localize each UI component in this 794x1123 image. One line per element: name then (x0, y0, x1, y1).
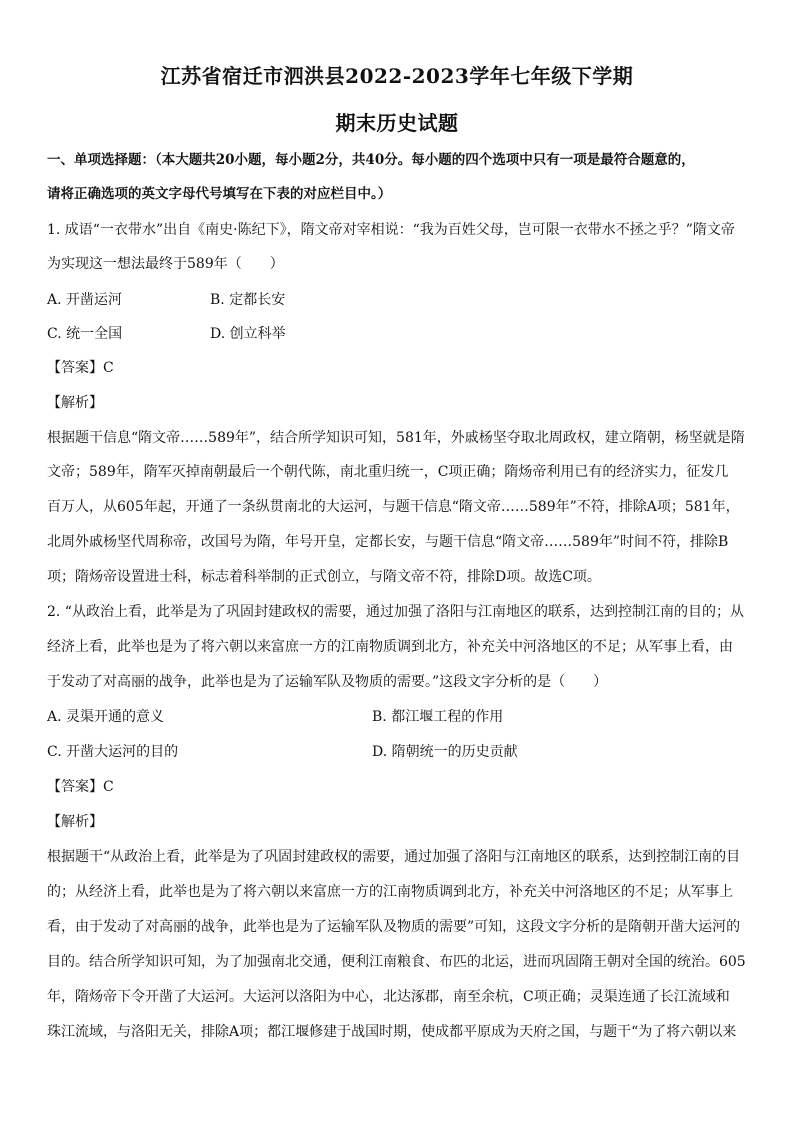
q1-option-d: D. 创立科举 (210, 326, 286, 342)
q2-stem-3: 于发动了对高丽的战争，此举也是为了运输军队及物质的需要。”这段文字分析的是（ ） (47, 674, 608, 690)
q2-analysis-line: 根据题干“从政治上看，此举是为了巩固封建政权的需要，通过加强了洛阳与江南地区的联系，达到控制江南的目 (47, 849, 741, 865)
q1-stem-2: 为实现这一想法最终于589年（ ） (47, 256, 284, 272)
q2-option-d: D. 隋朝统一的历史贡献 (372, 744, 518, 760)
title-line-1: 江苏省宿迁市泗洪县2022-2023学年七年级下学期 (160, 64, 634, 88)
section-instruction-2: 请将正确选项的英文字母代号填写在下表的对应栏目中。） (47, 186, 392, 202)
q1-option-a: A. 开凿运河 (47, 292, 123, 308)
q1-analysis-line: 根据题干信息“隋文帝……589年”，结合所学知识可知，581年，外戚杨坚夺取北周政权，建立隋朝，杨坚就是隋 (47, 430, 745, 446)
q1-analysis-line: 百万人，从605年起，开通了一条纵贯南北的大运河，与题干信息“隋文帝……589年”不符，排除A项；581年， (47, 499, 740, 515)
q2-stem-2: 经济上看，此举也是为了将六朝以来富庶一方的江南物质调到北方，补充关中河洛地区的不足；从军事上看，由 (47, 639, 733, 655)
q2-stem-1: 2. “从政治上看，此举是为了巩固封建政权的需要，通过加强了洛阳与江南地区的联系，达到控制江南的目的；从 (47, 604, 744, 620)
q1-analysis-label: 【解析】 (47, 395, 103, 411)
q1-option-c: C. 统一全国 (47, 326, 123, 342)
q1-option-b: B. 定都长安 (210, 292, 286, 308)
q2-analysis-line: 目的。结合所学知识可知，为了加强南北交通，便利江南粮食、布匹的北运，进而巩固隋王朝对全国的统治。605 (47, 954, 746, 970)
q2-option-a: A. 灵渠开通的意义 (47, 709, 165, 725)
q2-option-c: C. 开凿大运河的目的 (47, 744, 179, 760)
q2-analysis-line: 年，隋炀帝下令开凿了大运河。大运河以洛阳为中心，北达涿郡，南至余杭，C项正确；灵渠连通了长江流域和 (47, 989, 730, 1005)
q1-analysis-line: 北周外戚杨坚代周称帝，改国号为隋，年号开皇，定都长安，与题干信息“隋文帝……589年”时间不符，排除B (47, 534, 729, 550)
q1-answer: 【答案】C (47, 360, 114, 376)
q2-analysis-line: 看，由于发动了对高丽的战争，此举也是为了运输军队及物质的需要”可知，这段文字分析的是隋朝开凿大运河的 (47, 919, 741, 935)
q2-analysis-label: 【解析】 (47, 814, 103, 830)
q2-analysis-line: 珠江流域，与洛阳无关，排除A项；都江堰修建于战国时期，使成都平原成为天府之国，与题干“为了将六朝以来 (47, 1024, 737, 1040)
q1-analysis-line: 文帝；589年，隋军灭掉南朝最后一个朝代陈，南北重归统一，C项正确；隋炀帝利用已有的经济实力，征发几 (47, 464, 729, 480)
title-line-2: 期末历史试题 (335, 111, 459, 135)
q2-analysis-line: 的；从经济上看，此举也是为了将六朝以来富庶一方的江南物质调到北方，补充关中河洛地区的不足；从军事上 (47, 884, 733, 900)
q2-option-b: B. 都江堰工程的作用 (372, 709, 504, 725)
q2-answer: 【答案】C (47, 779, 114, 795)
q1-stem-1: 1. 成语“一衣带水”出自《南史·陈纪下》，隋文帝对宰相说：“我为百姓父母，岂可限一衣带水不拯之乎？”隋文帝 (47, 222, 735, 238)
section-instruction-1: 一、单项选择题：（本大题共20小题，每小题2分，共40分。每小题的四个选项中只有一项是最符合题意的， (47, 152, 695, 168)
q1-analysis-line: 项；隋炀帝设置进士科，标志着科举制的正式创立，与隋文帝不符，排除D项。故选C项。 (47, 569, 601, 585)
